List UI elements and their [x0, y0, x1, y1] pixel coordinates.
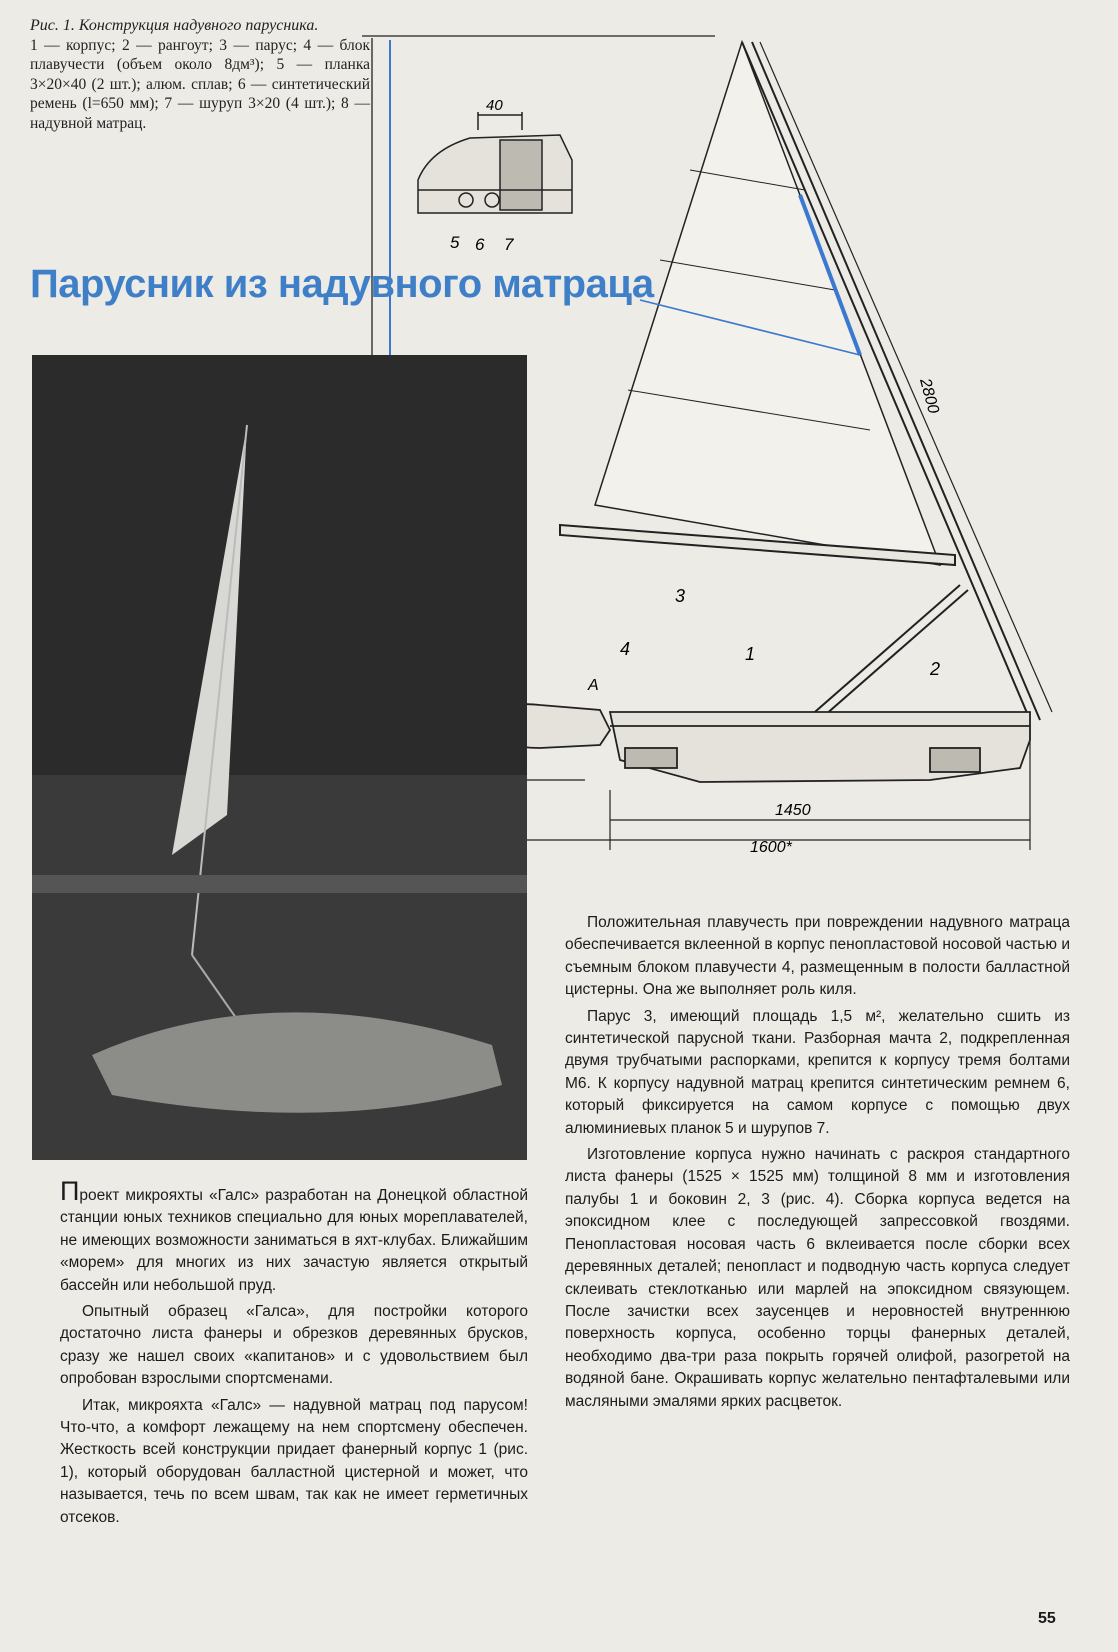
boom [560, 525, 968, 730]
paragraph-6: Изготовление корпуса нужно начинать с раскроя стандартного листа фанеры (1525 × 1525 мм) толщиной 8 мм и изготовления палубы 1 и боковин 2, 3 (рис. 4). Сборка корпуса ведется на эпоксидном клее с последующей запрессовкой гвоздями. Пенопластовая носовая часть 6 вклеивается после сборки всех деревянных деталей; пенопласт и подводную часть корпуса следует склеивать стеклотканью или марлей на эпоксидном связующем. После зачистки всех заусенцев и неровностей внутреннюю поверхность корпуса, особенно торцы фанерных деталей, необходимо два-три раза покрыть горячей олифой, разогретой на водяной бане. Окрашивать корпус желательно пентафталевыми или масляными эмалями ярких расцветок. [565, 1146, 1070, 1410]
section-detail [418, 112, 572, 213]
label-part2: 2 [930, 659, 941, 679]
article-column-left [60, 1176, 528, 1533]
page-number: 55 [1038, 1610, 1056, 1627]
paragraph-2: Опытный образец «Галса», для постройки которого достаточно листа фанеры и обрезков деревянных брусков, сразу же нашел своих «капитанов» и с удовольствием был опробован взрослыми спортсменами. [60, 1303, 528, 1388]
paragraph-1 [60, 1176, 528, 1297]
paragraph-1-text: роект микрояхты «Галс» разработан на Донецкой областной станции юных техников специально для юных мореплавателей, не имеющих возможности заниматься в яхт-клубах. Ближайшим «морем» для многих из них зачастую является открытый бассейн или небольшой пруд. [60, 1187, 528, 1294]
label-d5: 5 [450, 233, 460, 252]
hull [480, 704, 1030, 782]
dim-hull-length: 1450 [775, 802, 811, 819]
caption-title: Рис. 1. Конструкция надувного парусника. [30, 17, 319, 34]
drop-cap: П [60, 1176, 80, 1206]
label-part1: 1 [745, 644, 756, 664]
label-section: A [588, 677, 599, 694]
caption-legend: 1 — корпус; 2 — рангоут; 3 — парус; 4 — блок плавучести (объем около 8дм³); 5 — планка 3×20×40 (2 шт.); алюм. сплав; 6 — синтетический ремень (l=650 мм); 7 — шуруп 3×20 (4 шт.); 8 — надувной матрац. [30, 36, 370, 132]
label-d6: 6 [475, 235, 485, 254]
paragraph-3: Итак, микрояхта «Галс» — надувной матрац под парусом! Что-что, а комфорт лежащему на нем спортсмену обеспечен. Жесткость всей конструкции придает фанерный корпус 1 (рис. 1), который оборудован балластной цистерной и может, что называется, течь по всем швам, так как не имеет герметичных отсеков. [60, 1396, 528, 1526]
paragraph-4: Положительная плавучесть при повреждении надувного матраца обеспечивается вклеенной в корпус пенопластовой носовой частью и съемным блоком плавучести 4, размещенным в полости балластной цистерны. Она же выполняет роль киля. [565, 914, 1070, 999]
paragraph-5: Парус 3, имеющий площадь 1,5 м², желательно сшить из синтетической парусной ткани. Разборная мачта 2, подкрепленная двумя трубчатыми распорками, крепится к корпусу тремя болтами М6. К корпусу надувной матрац крепится синтетическим ремнем 6, который фиксируется на самом корпусе с помощью двух алюминиевых планок 5 и шурупов 7. [565, 1007, 1070, 1137]
article-column-right [565, 912, 1070, 1417]
dim-mast-length: 2800 [916, 376, 942, 416]
label-d7: 7 [504, 235, 514, 254]
dim-detail: 40 [486, 97, 503, 114]
label-part4: 4 [620, 639, 631, 659]
label-part3: 3 [675, 586, 686, 606]
dim-overall-length: 1600* [750, 839, 792, 856]
article-headline: Парусник из надувного матраца [30, 262, 654, 306]
sailboat-photo [32, 355, 527, 1160]
